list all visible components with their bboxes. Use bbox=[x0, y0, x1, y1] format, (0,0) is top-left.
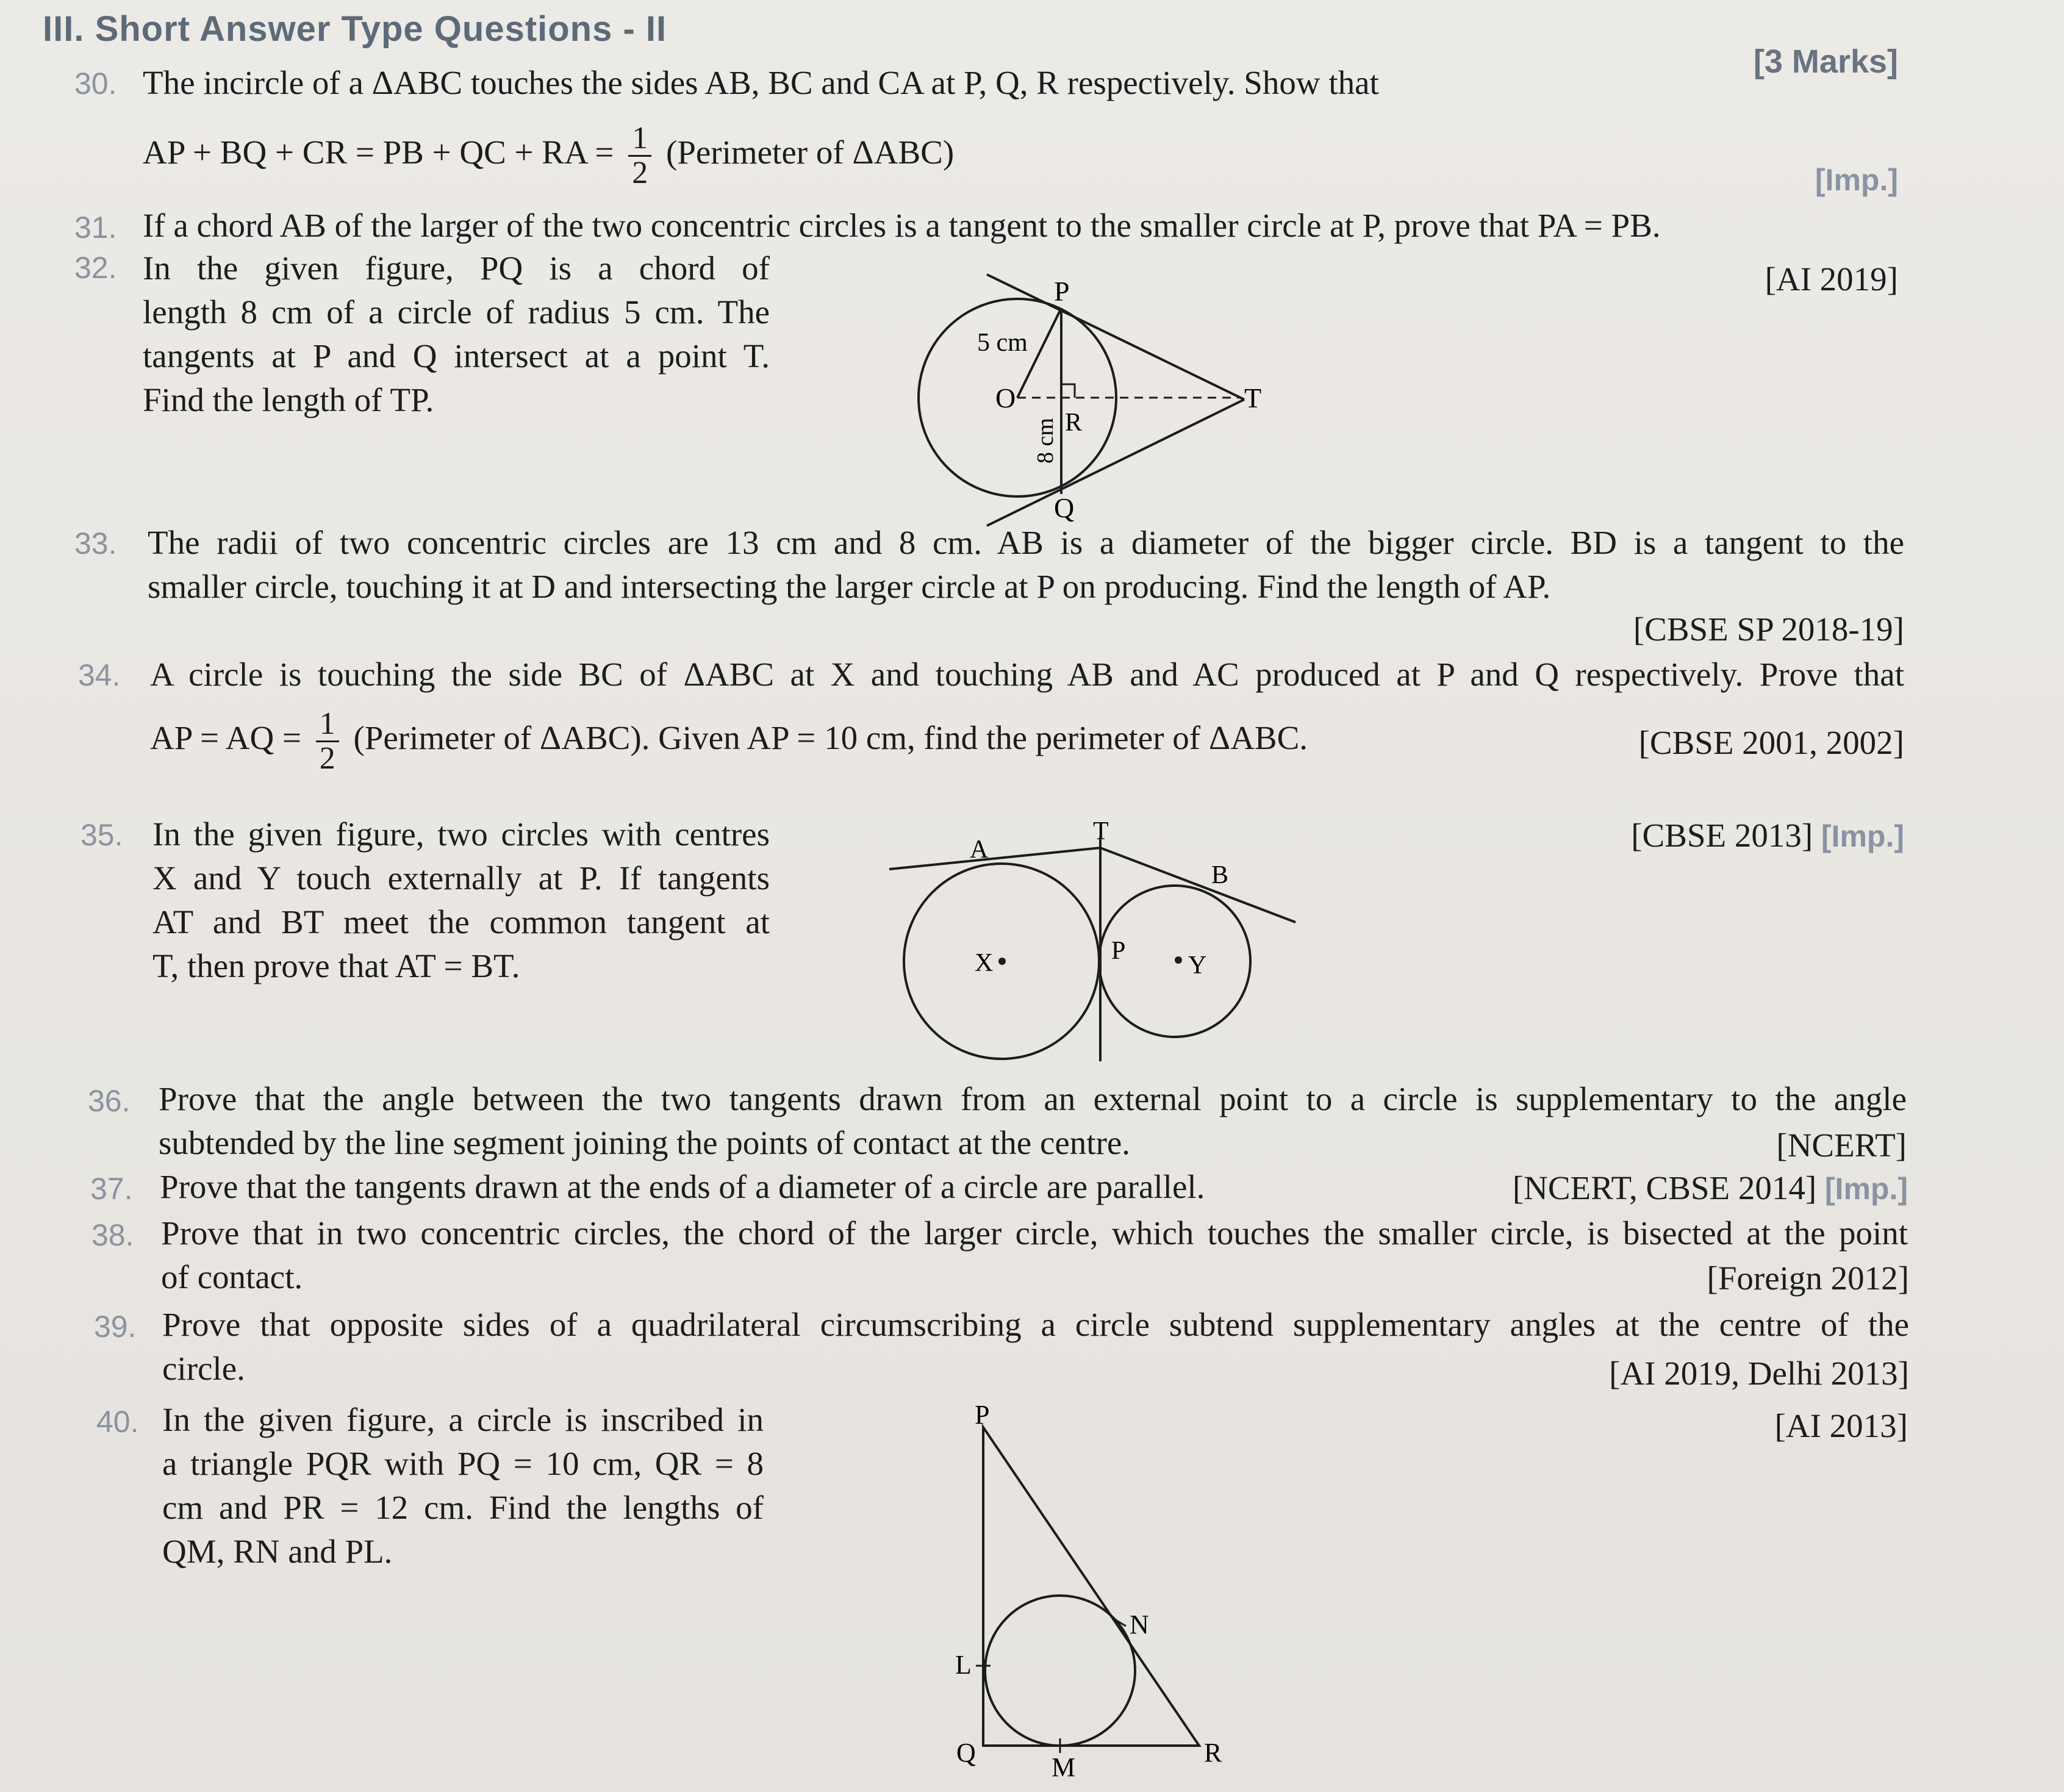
q35-source: [CBSE 2013] bbox=[1631, 817, 1813, 854]
q32-label-chord: 8 cm bbox=[1033, 418, 1058, 464]
question-number-35: 35. bbox=[81, 818, 123, 852]
q35-center-x bbox=[998, 958, 1006, 965]
q35-label-a: A bbox=[970, 836, 989, 864]
question-number-39: 39. bbox=[94, 1310, 137, 1344]
q35-line-3: AT and BT meet the common tangent at bbox=[152, 903, 770, 941]
q40-line-1: In the given figure, a circle is inscribed in bbox=[162, 1401, 764, 1438]
q38-line-1: Prove that in two concentric circles, the chord of the larger circle, which touches the smaller circle, is bisected at the point bbox=[161, 1214, 1908, 1252]
q34-eq-right: (Perimeter of ΔABC). Given AP = 10 cm, find the perimeter of ΔABC. bbox=[353, 719, 1308, 757]
q38-line-2: of contact. bbox=[161, 1258, 303, 1296]
q32-label-q: Q bbox=[1054, 492, 1075, 523]
q40-label-n: N bbox=[1130, 1610, 1149, 1640]
q34-frac-num: 1 bbox=[316, 708, 339, 742]
q30-equation bbox=[143, 122, 954, 190]
q31-text: If a chord AB of the larger of the two concentric circles is a tangent to the smaller circle at P, prove that PA = PB. bbox=[143, 207, 1661, 244]
question-number-36: 36. bbox=[88, 1084, 131, 1118]
section-heading: III. Short Answer Type Questions - II bbox=[43, 9, 667, 49]
q34-eq-left: AP = AQ = bbox=[150, 719, 301, 757]
question-number-38: 38. bbox=[91, 1218, 134, 1252]
q30-frac-den: 2 bbox=[632, 156, 648, 190]
q32-tag: [AI 2019] bbox=[1765, 260, 1898, 298]
q35-center-y bbox=[1175, 956, 1182, 964]
q35-label-y: Y bbox=[1188, 952, 1207, 980]
q37-text: Prove that the tangents drawn at the ends of a diameter of a circle are parallel. bbox=[160, 1168, 1205, 1205]
q33-line-2: smaller circle, touching it at D and intersecting the larger circle at P on producing. Find the length of AP. bbox=[148, 568, 1551, 605]
q34-equation bbox=[150, 708, 1308, 775]
q37-tag bbox=[1513, 1169, 1908, 1207]
q39-line-1: Prove that opposite sides of a quadrilateral circumscribing a circle subtend supplementary angles at the centre of the bbox=[162, 1306, 1909, 1343]
q32-line-4: Find the length of TP. bbox=[143, 381, 434, 418]
q40-line-2: a triangle PQR with PQ = 10 cm, QR = 8 bbox=[162, 1445, 764, 1482]
q30-tag: [Imp.] bbox=[1815, 163, 1898, 197]
section-marks: [3 Marks] bbox=[1753, 43, 1898, 80]
q40-label-l: L bbox=[955, 1650, 972, 1680]
q35-label-t: T bbox=[1093, 817, 1109, 845]
q39-line-2: circle. bbox=[162, 1350, 245, 1387]
q35-label-p: P bbox=[1111, 937, 1126, 965]
q34-fraction bbox=[316, 708, 339, 775]
q32-label-r: R bbox=[1065, 409, 1083, 437]
q40-line-4: QM, RN and PL. bbox=[162, 1533, 393, 1570]
q32-line-2: length 8 cm of a circle of radius 5 cm. The bbox=[143, 293, 770, 331]
q33-tag: [CBSE SP 2018-19] bbox=[1633, 611, 1904, 648]
question-number-31: 31. bbox=[74, 210, 117, 245]
q34-frac-den: 2 bbox=[319, 741, 335, 776]
q32-right-angle bbox=[1061, 384, 1075, 398]
q32-label-t: T bbox=[1244, 382, 1262, 414]
q36-line-1: Prove that the angle between the two tangents drawn from an external point to a circle is supplementary to the angle bbox=[159, 1080, 1907, 1117]
q30-eq-right: (Perimeter of ΔABC) bbox=[665, 134, 955, 171]
q37-source: [NCERT, CBSE 2014] bbox=[1512, 1169, 1817, 1206]
q35-label-b: B bbox=[1211, 861, 1229, 889]
question-number-33: 33. bbox=[74, 526, 117, 561]
q36-line-2: subtended by the line segment joining the points of contact at the centre. bbox=[159, 1124, 1131, 1161]
question-number-34: 34. bbox=[78, 658, 121, 692]
q40-figure bbox=[939, 1391, 1256, 1781]
q36-tag: [NCERT] bbox=[1776, 1127, 1907, 1164]
q30-eq-left: AP + BQ + CR = PB + QC + RA = bbox=[143, 134, 614, 171]
q32-label-radius: 5 cm bbox=[977, 329, 1028, 357]
question-number-32: 32. bbox=[74, 251, 117, 285]
q38-tag: [Foreign 2012] bbox=[1707, 1260, 1909, 1297]
q35-tangent-at bbox=[889, 848, 1100, 869]
q32-label-o: O bbox=[995, 382, 1016, 414]
q30-text: The incircle of a ΔABC touches the sides AB, BC and CA at P, Q, R respectively. Show that bbox=[143, 64, 1379, 101]
q35-tangent-bt bbox=[1100, 848, 1295, 922]
question-number-30: 30. bbox=[74, 66, 117, 101]
q35-figure bbox=[878, 817, 1317, 1073]
q30-frac-num: 1 bbox=[628, 122, 651, 157]
q32-line-3: tangents at P and Q intersect at a point T. bbox=[143, 337, 770, 375]
q40-label-m: M bbox=[1052, 1752, 1076, 1781]
q34-line-1: A circle is touching the side BC of ΔABC at X and touching AB and AC produced at P and Q respectively. Prove that bbox=[150, 656, 1904, 693]
q35-tag bbox=[1631, 816, 1904, 855]
q35-line-2: X and Y touch externally at P. If tangents bbox=[152, 859, 770, 897]
q33-line-1: The radii of two concentric circles are 13 cm and 8 cm. AB is a diameter of the bigger circle. BD is a tangent to the bbox=[148, 524, 1904, 561]
q34-tag: [CBSE 2001, 2002] bbox=[1638, 724, 1904, 761]
q40-triangle bbox=[983, 1427, 1199, 1746]
q32-line-1: In the given figure, PQ is a chord of bbox=[143, 249, 770, 287]
q40-incircle bbox=[985, 1596, 1135, 1746]
q32-tangent-q bbox=[987, 400, 1244, 526]
q40-label-p: P bbox=[975, 1400, 990, 1430]
q39-tag: [AI 2019, Delhi 2013] bbox=[1609, 1355, 1909, 1392]
q35-line-4: T, then prove that AT = BT. bbox=[152, 947, 520, 984]
q32-label-p: P bbox=[1054, 276, 1070, 307]
q40-label-r: R bbox=[1204, 1738, 1222, 1768]
q40-line-3: cm and PR = 12 cm. Find the lengths of bbox=[162, 1489, 764, 1526]
question-number-40: 40. bbox=[96, 1405, 139, 1439]
q35-imp: [Imp.] bbox=[1821, 819, 1904, 853]
q35-label-x: X bbox=[975, 949, 994, 977]
q37-imp: [Imp.] bbox=[1824, 1172, 1908, 1206]
question-number-37: 37. bbox=[90, 1172, 133, 1206]
q32-figure bbox=[903, 256, 1330, 537]
q40-label-q: Q bbox=[956, 1738, 976, 1768]
q35-line-1: In the given figure, two circles with centres bbox=[152, 815, 770, 853]
q40-tag: [AI 2013] bbox=[1774, 1407, 1908, 1444]
q30-fraction bbox=[628, 122, 651, 190]
